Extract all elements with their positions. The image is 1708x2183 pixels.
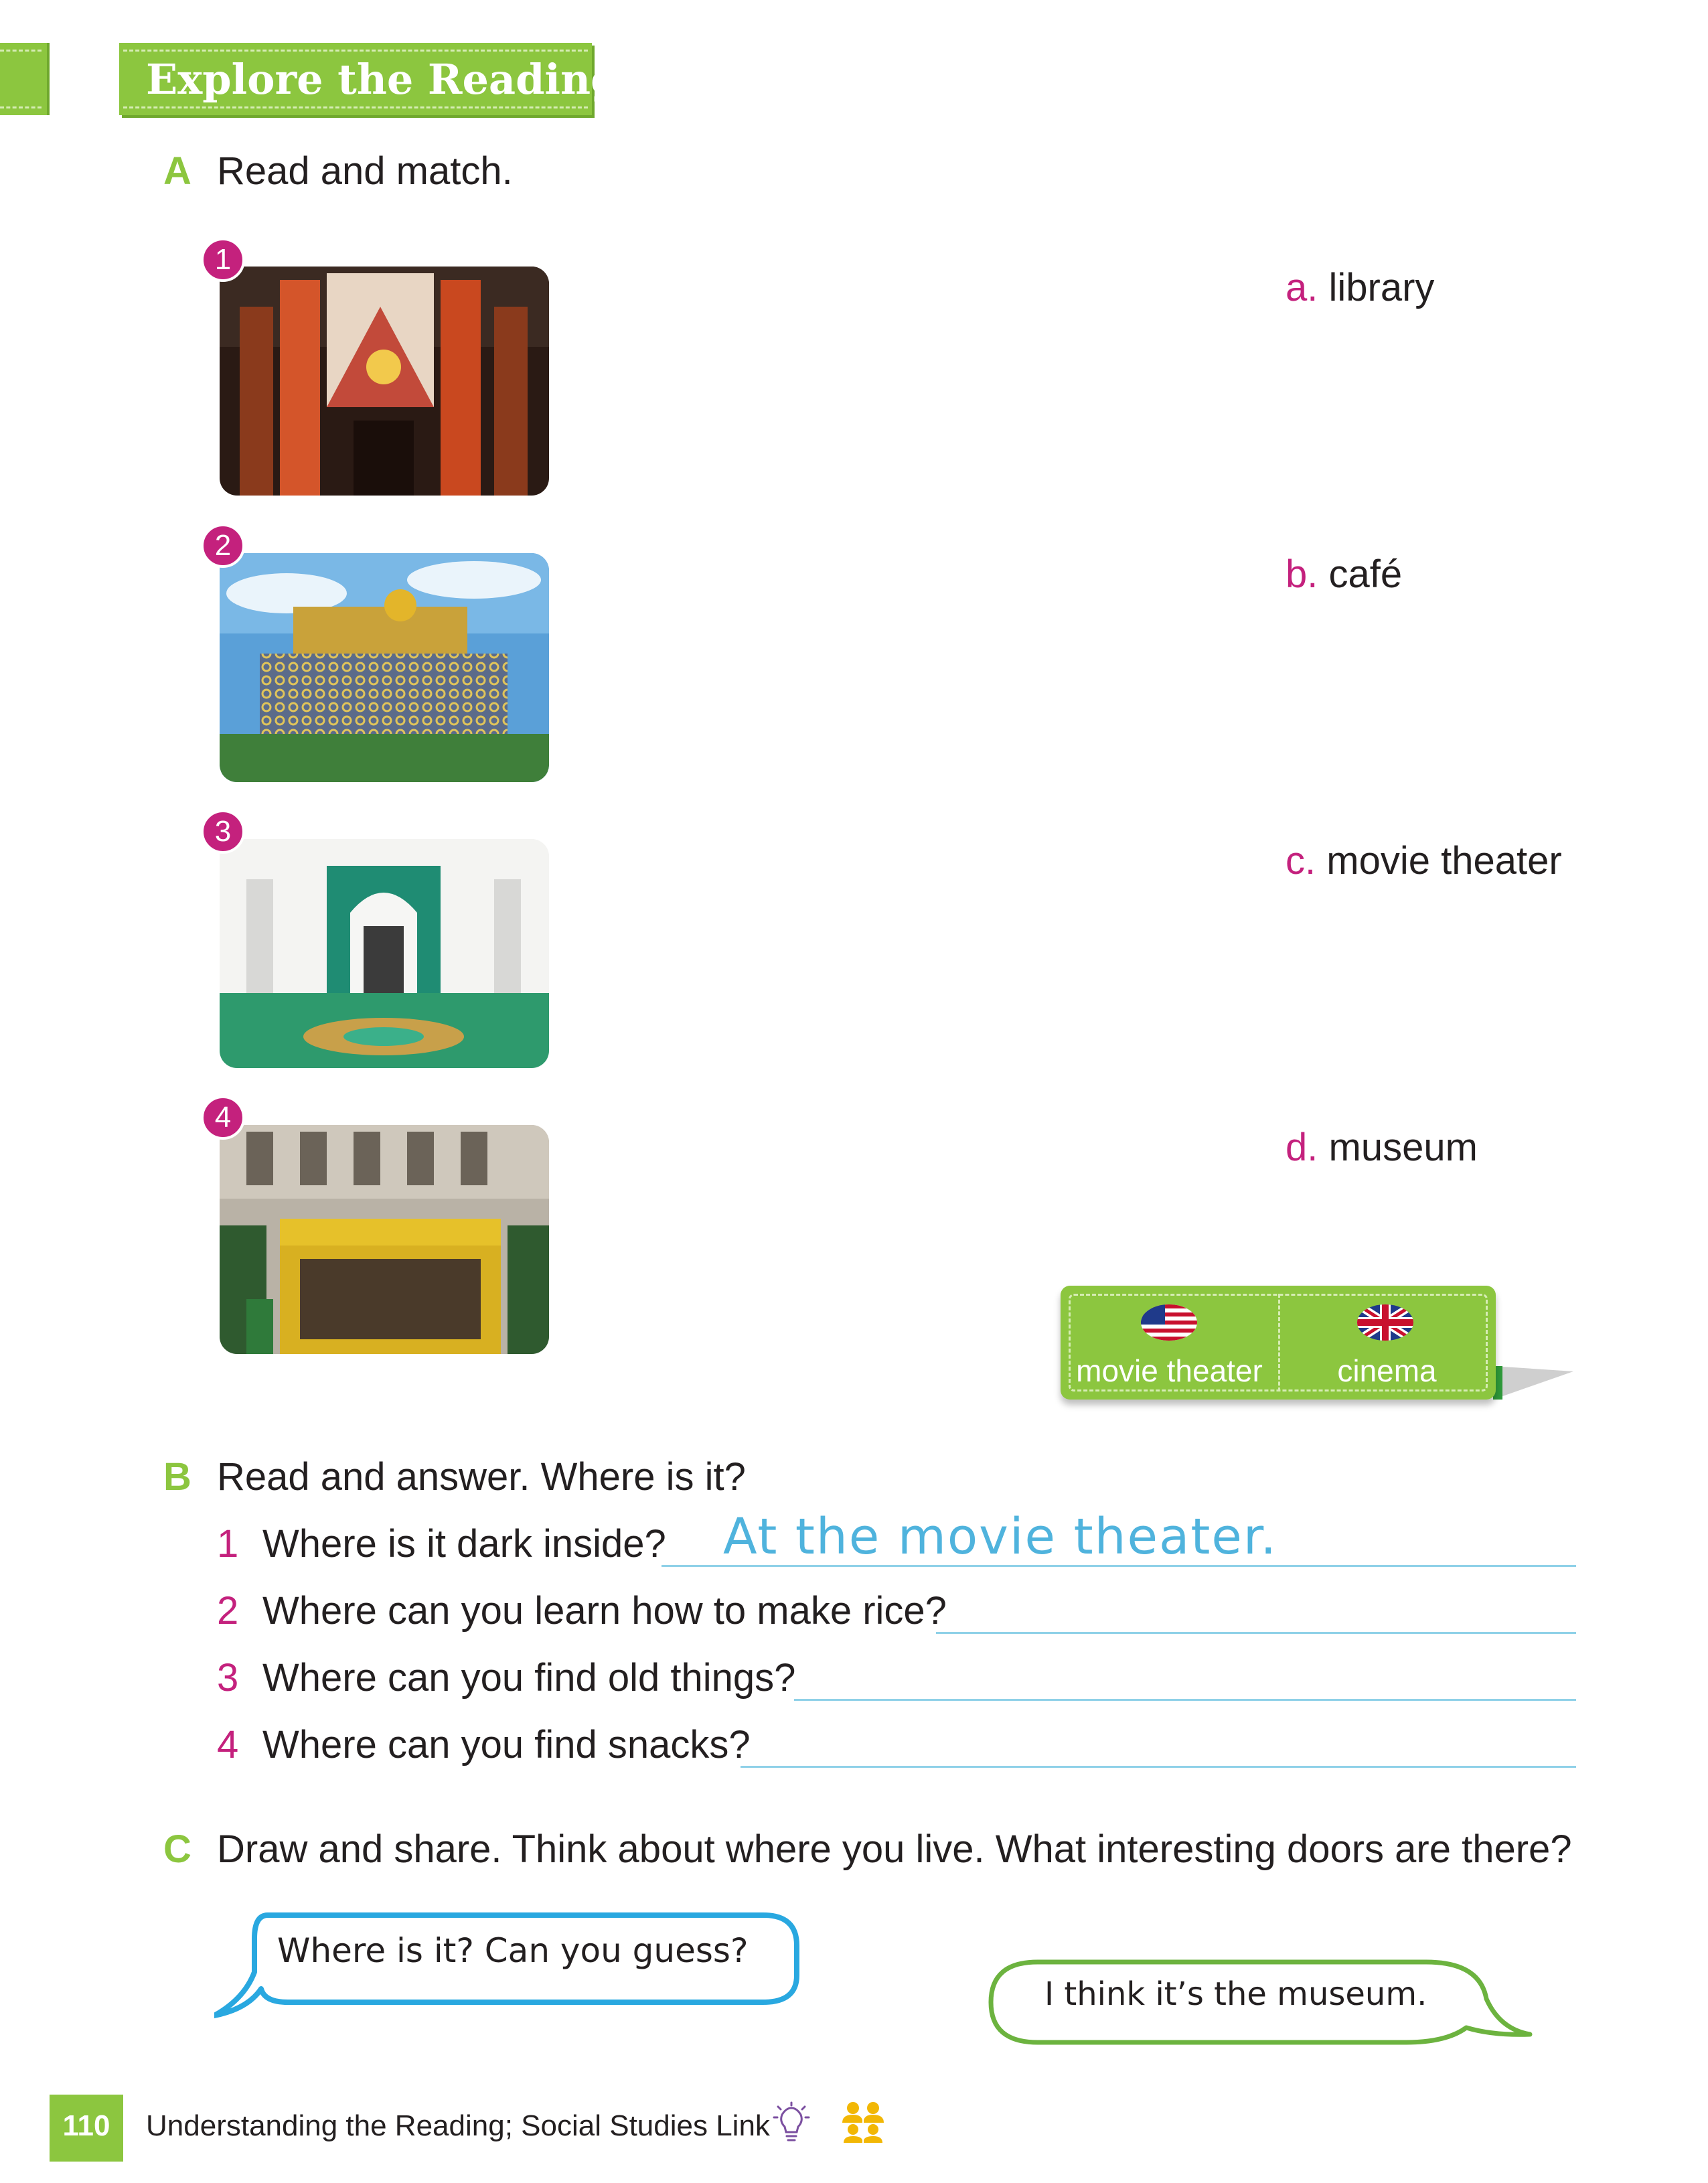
option-d xyxy=(1286,1125,1478,1170)
question-number: 3 xyxy=(217,1656,239,1700)
photo-museum xyxy=(220,839,549,1068)
header-left-tab xyxy=(0,43,50,115)
photo-cafe xyxy=(220,1125,549,1354)
question-number: 4 xyxy=(217,1723,239,1766)
vocab-uk-word: cinema xyxy=(1337,1353,1437,1388)
picture-number-badge: 1 xyxy=(201,238,245,282)
option-letter: c. xyxy=(1286,839,1316,883)
speech-bubble-right-text: I think it’s the museum. xyxy=(1044,1975,1427,2013)
section-c-instruction: Draw and share. Think about where you live. What interesting doors are there? xyxy=(217,1827,1572,1871)
option-text: library xyxy=(1328,266,1435,309)
section-c-letter: C xyxy=(163,1827,191,1871)
option-letter: d. xyxy=(1286,1126,1318,1169)
footer-text: Understanding the Reading; Social Studies Link xyxy=(146,2109,770,2142)
picture-number-badge: 4 xyxy=(201,1096,245,1140)
option-text: movie theater xyxy=(1326,839,1562,883)
question-text: Where can you find old things? xyxy=(262,1656,796,1700)
answer-line-1[interactable] xyxy=(662,1564,1576,1567)
section-a-letter: A xyxy=(163,149,191,193)
question-text: Where can you find snacks? xyxy=(262,1723,751,1766)
picture-number-badge: 3 xyxy=(201,810,245,854)
section-b-instruction: Read and answer. Where is it? xyxy=(217,1455,746,1499)
section-a-instruction: Read and match. xyxy=(217,149,513,193)
photo-library xyxy=(220,553,549,782)
photo-movie-theater xyxy=(220,267,549,496)
lightbulb-icon xyxy=(770,2101,813,2144)
page-number-box xyxy=(50,2095,123,2162)
us-flag-icon xyxy=(1141,1304,1197,1341)
section-b-letter: B xyxy=(163,1455,191,1499)
question-number: 2 xyxy=(217,1589,239,1633)
option-c xyxy=(1286,838,1562,883)
page-title: Explore the Reading xyxy=(146,55,620,104)
header-banner xyxy=(119,43,620,115)
picture-number-badge: 2 xyxy=(201,524,245,568)
answer-line-3[interactable] xyxy=(794,1698,1576,1701)
vocab-us-word: movie theater xyxy=(1076,1353,1263,1388)
vocab-note xyxy=(1061,1286,1496,1400)
option-text: café xyxy=(1328,552,1403,596)
answer-1-handwritten: At the movie theater. xyxy=(723,1508,1278,1566)
answer-line-4[interactable] xyxy=(741,1765,1576,1768)
vocab-note-tail xyxy=(1493,1366,1573,1400)
answer-line-2[interactable] xyxy=(936,1631,1576,1634)
speech-bubble-left-text: Where is it? Can you guess? xyxy=(277,1931,749,1970)
option-a xyxy=(1286,265,1434,310)
uk-flag-icon xyxy=(1357,1304,1413,1341)
option-b xyxy=(1286,552,1402,597)
option-text: museum xyxy=(1328,1126,1478,1169)
question-number: 1 xyxy=(217,1522,239,1566)
question-text: Where can you learn how to make rice? xyxy=(262,1589,947,1633)
option-letter: b. xyxy=(1286,552,1318,596)
option-letter: a. xyxy=(1286,266,1318,309)
page-number: 110 xyxy=(62,2109,110,2142)
question-text: Where is it dark inside? xyxy=(262,1522,666,1566)
group-work-icon xyxy=(841,2100,885,2144)
